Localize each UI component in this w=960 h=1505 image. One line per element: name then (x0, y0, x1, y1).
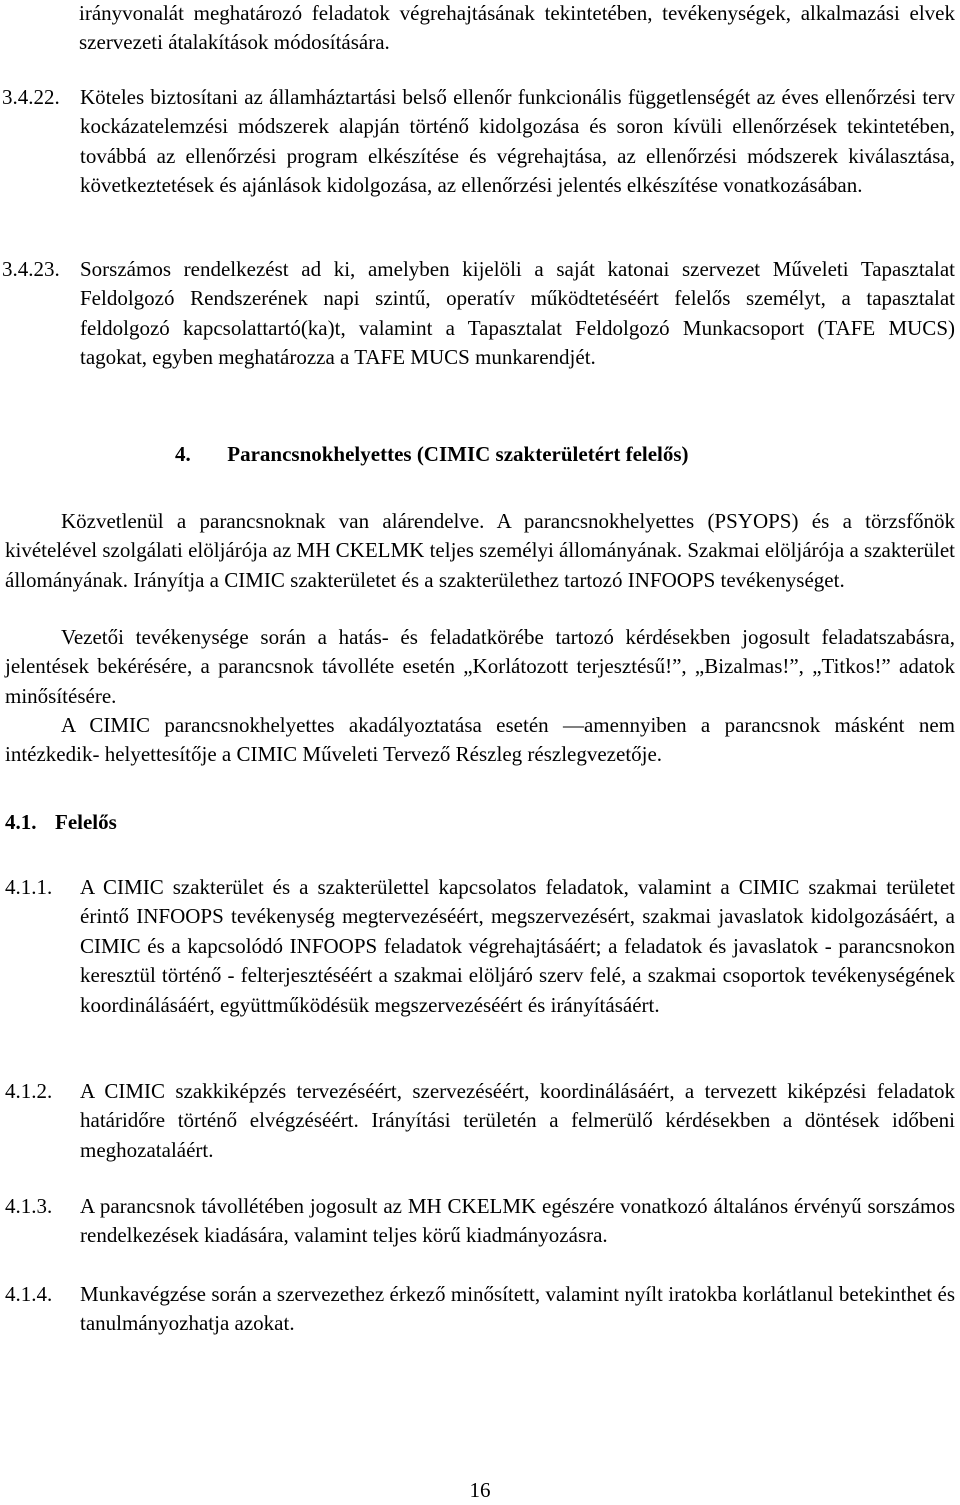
paragraph-leadership: Vezetői tevékenysége során a hatás- és feladatkörébe tartozó kérdésekben jogosult feladatszabásra, jelentések bekérésére, a parancsnok távolléte esetén „Korlátozott terjesztésű!”, „Bizalmas!”, „Titkos!” adatok minősítésére. (5, 625, 955, 708)
section-4-1-1 (5, 873, 955, 1020)
section-text: Köteles biztosítani az államháztartási belső ellenőr funkcionális függetlenségét az éves ellenőrzési terv kockázatelemzési módszerek alapján történő kidolgozása és soron kívüli ellenőrzések tekintetében, továbbá az ellenőrzési program elkészítése és végrehajtása, az ellenőrzési módszerek kiválasztása, következtetések és ajánlások kidolgozása, az ellenőrzési jelentés elkészítése vonatkozásában. (80, 85, 955, 198)
heading-4-1 (5, 808, 405, 837)
section-number: 3.4.22. (2, 85, 60, 109)
section-number: 4.1.2. (5, 1079, 53, 1103)
section-3-4-23 (2, 255, 955, 373)
paragraph-substitute: A CIMIC parancsnokhelyettes akadályoztatása esetén —amennyiben a parancsnok másként nem intézkedik- helyettesítője a CIMIC Műveleti Tervező Részleg részlegvezetője. (5, 713, 955, 767)
section-number: 3.4.23. (2, 257, 60, 281)
section-text: Munkavégzése során a szervezethez érkező minősített, valamint nyílt iratokba korlátlanul betekinthet és tanulmányozhatja azokat. (80, 1282, 955, 1336)
heading-number: 4.1. (5, 810, 37, 834)
heading-number: 4. (175, 442, 191, 466)
heading-4 (175, 440, 955, 469)
section-number: 4.1.3. (5, 1194, 53, 1218)
section-3-4-22 (2, 83, 955, 201)
section-text: A parancsnok távollétében jogosult az MH CKELMK egészére vonatkozó általános érvényű sorszámos rendelkezések kiadására, valamint teljes körű kiadmányozásra. (80, 1194, 955, 1248)
heading-title: Parancsnokhelyettes (CIMIC szakterületért felelős) (227, 442, 689, 466)
section-4-1-3 (5, 1192, 955, 1251)
section-text: Sorszámos rendelkezést ad ki, amelyben kijelöli a saját katonai szervezet Műveleti Tapasztalat Feldolgozó Rendszerének napi szintű, operatív működtetéséért felelős személyt, a tapasztalat feldolgozó kapcsolattartó(ka)t, valamint a Tapasztalat Feldolgozó Munkacsoport (TAFE MUCS) tagokat, egyben meghatározza a TAFE MUCS munkarendjét. (80, 257, 955, 370)
page-number: 16 (469, 1478, 491, 1502)
section-number: 4.1.1. (5, 875, 53, 899)
paragraph-subordination: Közvetlenül a parancsnoknak van alárendelve. A parancsnokhelyettes (PSYOPS) és a törzsfőnök kivételével szolgálati elöljárója az MH CKELMK teljes személyi állományának. Szakmai elöljárója a szakterület állományának. Irányítja a CIMIC szakterületet és a szakterülethez tartozó INFOOPS tevékenységet. (5, 509, 955, 592)
section-text: A CIMIC szakkiképzés tervezéséért, szervezéséért, koordinálásáért, a tervezett kiképzési feladatok határidőre történő elvégzéséért. Irányítási területén a felmerülő kérdésekben a döntések időbeni meghozataláért. (80, 1079, 955, 1162)
section-number: 4.1.4. (5, 1282, 53, 1306)
section-text: A CIMIC szakterület és a szakterülettel kapcsolatos feladatok, valamint a CIMIC szakmai területet érintő INFOOPS tevékenység megtervezéséért, megszervezésért, szakmai javaslatok kidolgozásáért, a CIMIC és a kapcsolódó INFOOPS feladatok végrehajtásáért; a feladatok és javaslatok - parancsnokon keresztül történő - felterjesztéséért a szakmai elöljáró szerv felé, a szakmai csoportok tevékenységének koordinálásáért, együttműködésük megszervezéséért és irányításáért. (80, 875, 955, 1017)
intro-paragraph: irányvonalát meghatározó feladatok végrehajtásának tekintetében, tevékenységek, alkalmazási elvek szervezeti átalakítások módosítására. (79, 1, 955, 55)
section-4-1-2 (5, 1077, 955, 1165)
heading-title: Felelős (55, 810, 117, 834)
section-4-1-4 (5, 1280, 955, 1339)
